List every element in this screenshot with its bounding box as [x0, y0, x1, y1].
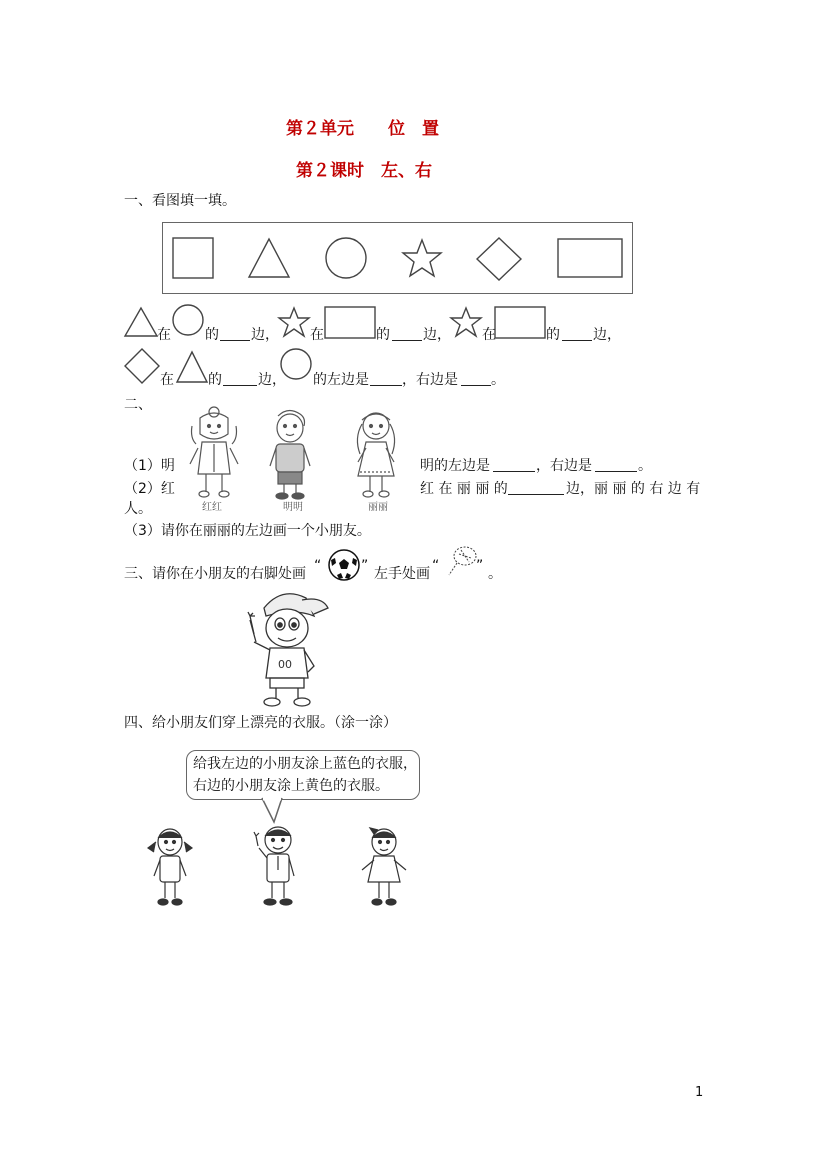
svg-text:00: 00 — [278, 658, 292, 671]
answer-blank-q1-right[interactable] — [595, 457, 637, 472]
section2-heading: 二、 — [124, 397, 152, 413]
answer-blank-q1-left[interactable] — [493, 457, 535, 472]
kid-label-mingming: 明明 — [283, 502, 303, 513]
page-number: 1 — [695, 1085, 704, 1100]
word-bian: 边， — [593, 327, 621, 343]
right-side-text: ，右边是 — [402, 372, 458, 388]
word-zai: 在 — [310, 327, 324, 343]
quote-close: ” — [476, 558, 484, 574]
answer-blank-1[interactable] — [220, 326, 250, 341]
triangle-icon — [176, 350, 210, 384]
period: 。 — [491, 372, 505, 388]
quote-open: “ — [432, 558, 440, 574]
word-zai: 在 — [157, 327, 171, 343]
answer-blank-3[interactable] — [562, 326, 592, 341]
rectangle-icon — [494, 306, 546, 340]
circle-left-right-text: 的左边是 — [313, 372, 369, 388]
shape-sequence-box — [162, 222, 633, 294]
kid-middle-boy-figure — [254, 827, 294, 905]
word-zai: 在 — [482, 327, 496, 343]
kid-mingming-figure — [270, 410, 310, 499]
section3-text-a: 三、请你在小朋友的右脚处画 — [124, 566, 306, 582]
coloring-kids-illustration — [144, 824, 414, 908]
section4-heading: 四、给小朋友们穿上漂亮的衣服。（涂一涂） — [124, 715, 397, 731]
q1-right-text: 明的左边是 — [420, 458, 490, 474]
star-icon — [278, 306, 312, 338]
word-de: 的 — [546, 327, 560, 343]
kid-right-girl-figure — [362, 828, 406, 905]
answer-blank-4[interactable] — [223, 371, 257, 386]
kid-left-girl-figure — [148, 829, 192, 905]
star-icon — [450, 306, 484, 338]
q1-end-text: 。 — [638, 458, 652, 474]
answer-blank-5[interactable] — [370, 371, 402, 386]
answer-blank-q2[interactable] — [508, 480, 564, 495]
diamond-icon — [124, 348, 162, 384]
circle-icon — [326, 238, 366, 278]
shape-sequence — [163, 223, 634, 295]
word-de: 的 — [208, 372, 222, 388]
word-de: 的 — [205, 327, 219, 343]
triangle-icon — [249, 239, 289, 277]
boy-with-cap-figure — [242, 586, 332, 710]
word-zai: 在 — [160, 372, 174, 388]
quote-close: ” — [361, 558, 369, 574]
word-de: 的 — [376, 327, 390, 343]
q2-wrap-text: 人。 — [124, 501, 152, 517]
q1-left-text: （1）明 — [124, 458, 175, 474]
section1-heading: 一、看图填一填。 — [124, 193, 236, 209]
q2-left-text: （2）红 — [124, 481, 175, 497]
speech-bubble — [186, 750, 420, 800]
lesson-title: 第２课时 左、右 — [296, 161, 432, 181]
kid-lili-figure — [357, 413, 394, 497]
circle-icon — [172, 304, 206, 338]
word-bian: 边， — [258, 372, 286, 388]
word-bian: 边， — [423, 327, 451, 343]
q1-mid-text: ，右边是 — [536, 458, 592, 474]
bubble-line-1: 给我左边的小朋友涂上蓝色的衣服， — [193, 756, 417, 772]
unit-title: 第２单元 位 置 — [286, 119, 439, 139]
rectangle-icon — [324, 306, 376, 340]
circle-icon — [280, 348, 314, 382]
bubble-line-2: 右边的小朋友涂上黄色的衣服。 — [193, 778, 389, 794]
section3-text-c: 。 — [488, 566, 502, 582]
kid-label-lili: 丽丽 — [368, 502, 388, 513]
soccer-ball-icon — [327, 548, 361, 582]
quote-open: “ — [314, 558, 322, 574]
star-icon — [403, 240, 441, 276]
q2-mid-text: 边，丽 丽 的 右 边 有 — [566, 481, 701, 497]
rectangle-icon — [558, 239, 622, 277]
q3-text: （3）请你在丽丽的左边画一个小朋友。 — [124, 523, 371, 539]
section3-text-b: 左手处画 — [374, 566, 430, 582]
speech-bubble-tail — [260, 798, 290, 824]
square-icon — [173, 238, 213, 278]
kid-honghong-figure — [190, 407, 238, 497]
answer-blank-2[interactable] — [392, 326, 422, 341]
q2-right-text: 红 在 丽 丽 的 — [420, 481, 508, 497]
kid-label-honghong: 红红 — [202, 502, 222, 513]
triangle-icon — [124, 306, 160, 338]
word-bian: 边， — [251, 327, 279, 343]
answer-blank-6[interactable] — [461, 371, 491, 386]
diamond-icon — [477, 238, 521, 280]
